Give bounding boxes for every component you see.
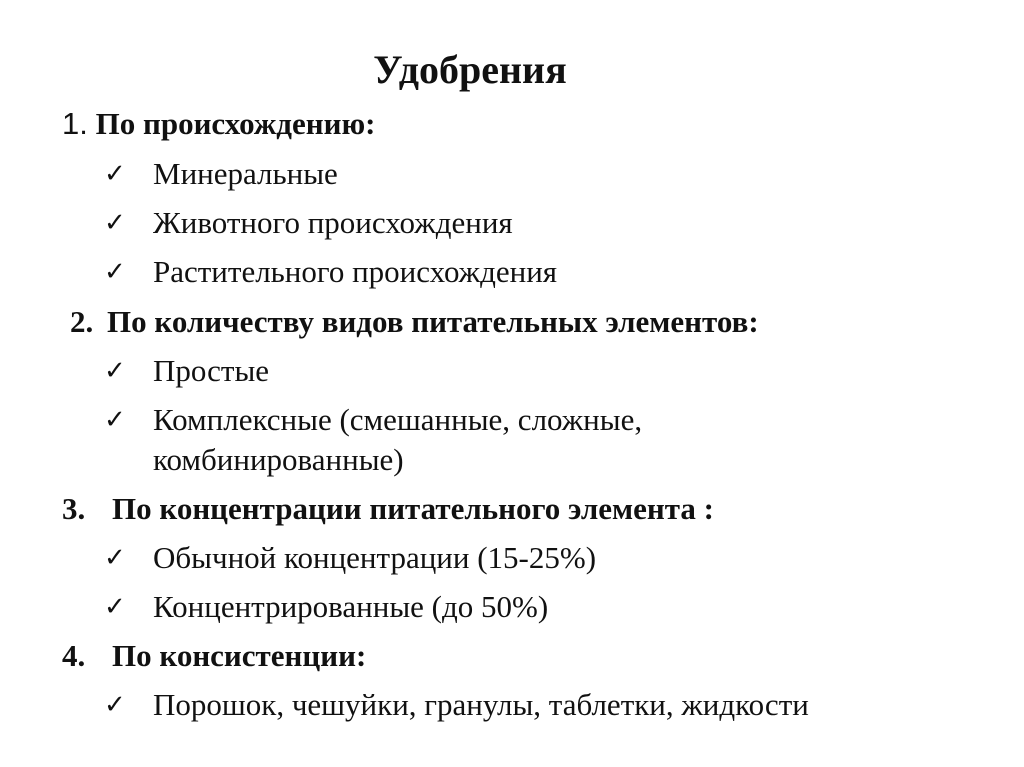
- section-number: 3.: [62, 491, 86, 526]
- section-number: 4.: [62, 638, 86, 673]
- slide-title: Удобрения: [373, 47, 567, 92]
- checkmark-icon: ✓: [104, 405, 126, 435]
- section-number: 2.: [70, 304, 94, 339]
- checkmark-icon: ✓: [104, 159, 126, 189]
- section-title: По концентрации питательного элемента :: [112, 491, 714, 526]
- section-title: По происхождению:: [95, 106, 376, 141]
- checkmark-icon: ✓: [104, 356, 126, 386]
- list-item-text: Животного происхождения: [153, 205, 513, 240]
- list-item-text: Комплексные (смешанные, сложные,: [153, 402, 643, 437]
- list-item-text: Концентрированные (до 50%): [153, 589, 549, 624]
- list-item-text: Простые: [153, 353, 270, 388]
- list-item-text: Растительного происхождения: [153, 254, 558, 289]
- list-item-text: комбинированные): [153, 442, 404, 477]
- checkmark-icon: ✓: [104, 208, 126, 238]
- section-1-heading: [62, 104, 376, 144]
- checkmark-icon: ✓: [104, 543, 126, 573]
- section-title: По консистенции:: [112, 638, 367, 673]
- section-number: 1.: [62, 106, 88, 141]
- checkmark-icon: ✓: [104, 257, 126, 287]
- list-item-text: Обычной концентрации (15-25%): [153, 540, 597, 575]
- list-item-text: Минеральные: [153, 156, 338, 191]
- list-item-text: Порошок, чешуйки, гранулы, таблетки, жидкости: [153, 687, 809, 722]
- section-2-heading: [70, 302, 759, 342]
- section-4-heading: [62, 636, 366, 676]
- checkmark-icon: ✓: [104, 690, 126, 720]
- section-3-heading: [62, 489, 714, 529]
- section-title: По количеству видов питательных элементов:: [107, 304, 759, 339]
- checkmark-icon: ✓: [104, 592, 126, 622]
